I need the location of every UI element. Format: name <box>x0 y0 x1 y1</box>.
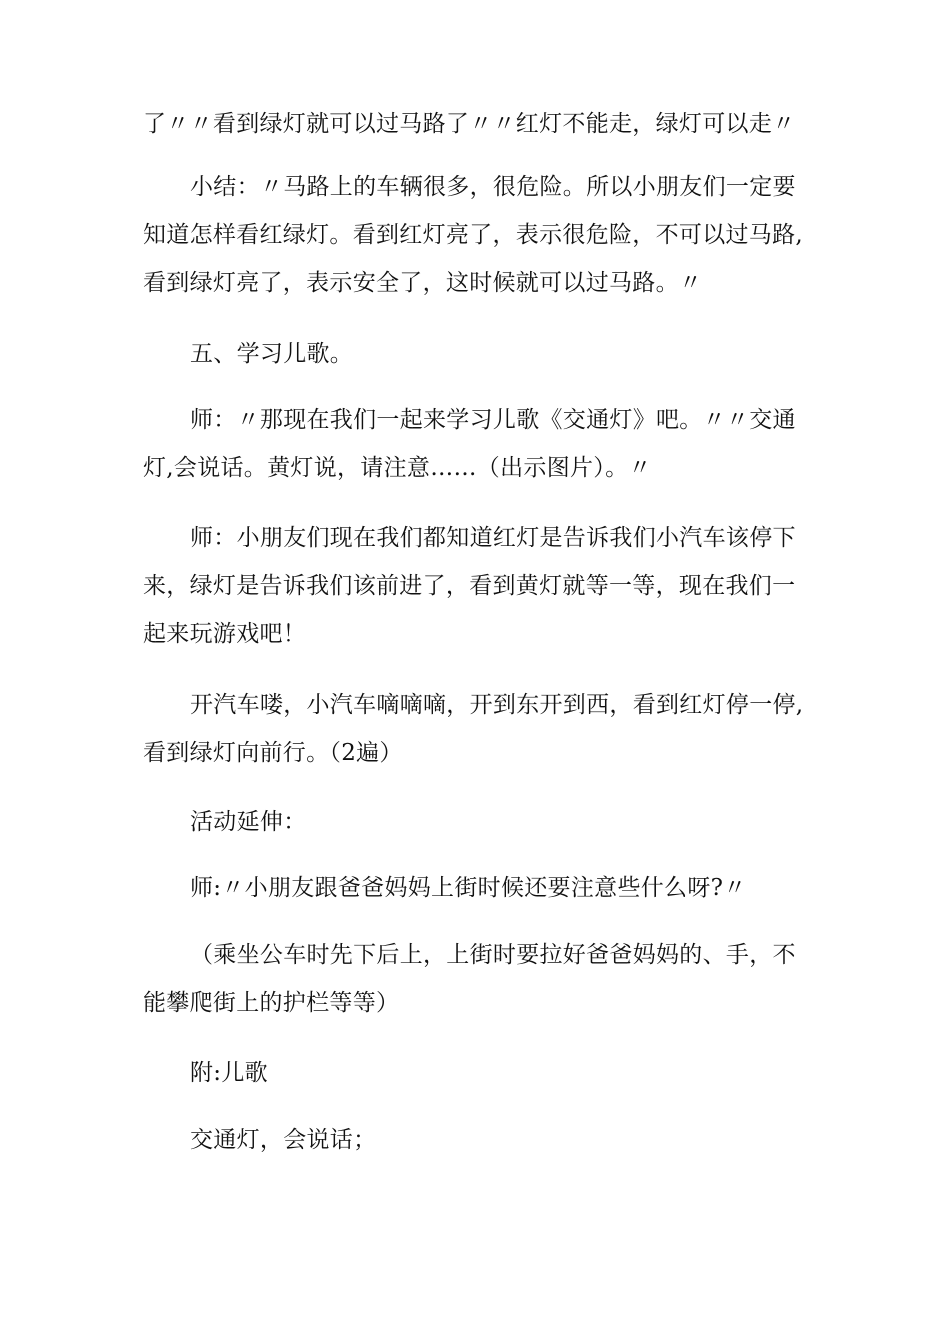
text-line: 附:儿歌 <box>190 1060 268 1086</box>
text-line: 交通灯，会说话； <box>190 1127 377 1153</box>
paragraph-appendix-heading <box>143 1049 823 1097</box>
text-line: 看到绿灯向前行。（2遍） <box>143 740 403 766</box>
paragraph-teacher-1 <box>143 396 823 492</box>
text-line: （乘坐公车时先下后上，上街时要拉好爸爸妈妈的、手，不 <box>190 942 796 968</box>
paragraph-game <box>143 681 823 777</box>
text-line: 活动延伸： <box>190 809 307 835</box>
paragraph-1 <box>143 100 823 148</box>
paragraph-extension-heading <box>143 798 823 846</box>
section-heading <box>143 330 823 378</box>
text-line: 来，绿灯是告诉我们该前进了，看到黄灯就等一等，现在我们一 <box>143 573 796 599</box>
paragraph-summary <box>143 163 823 307</box>
text-line: 师：小朋友们现在我们都知道红灯是告诉我们小汽车该停下 <box>190 525 796 551</box>
text-line: 灯,会说话。黄灯说，请注意……（出示图片）。〃 <box>143 455 652 481</box>
paragraph-teacher-2 <box>143 514 823 658</box>
text-line: 能攀爬街上的护栏等等） <box>143 990 400 1016</box>
text-line: 师:〃小朋友跟爸爸妈妈上街时候还要注意些什么呀?〃 <box>190 875 747 901</box>
paragraph-song-line <box>143 1116 823 1164</box>
text-line: 了〃〃看到绿灯就可以过马路了〃〃红灯不能走，绿灯可以走〃 <box>143 111 796 137</box>
paragraph-notes <box>143 931 823 1027</box>
text-line: 开汽车喽，小汽车嘀嘀嘀，开到东开到西，看到红灯停一停, <box>190 692 804 718</box>
text-line: 知道怎样看红绿灯。看到红灯亮了，表示很危险，不可以过马路, <box>143 222 804 248</box>
text-line: 看到绿灯亮了，表示安全了，这时候就可以过马路。〃 <box>143 270 703 296</box>
text-line: 五、学习儿歌。 <box>190 341 354 367</box>
text-line: 师：〃那现在我们一起来学习儿歌《交通灯》吧。〃〃交通 <box>190 407 796 433</box>
paragraph-teacher-3 <box>143 864 823 912</box>
text-line: 起来玩游戏吧！ <box>143 621 307 647</box>
text-line: 小结：〃马路上的车辆很多，很危险。所以小朋友们一定要 <box>190 174 796 200</box>
